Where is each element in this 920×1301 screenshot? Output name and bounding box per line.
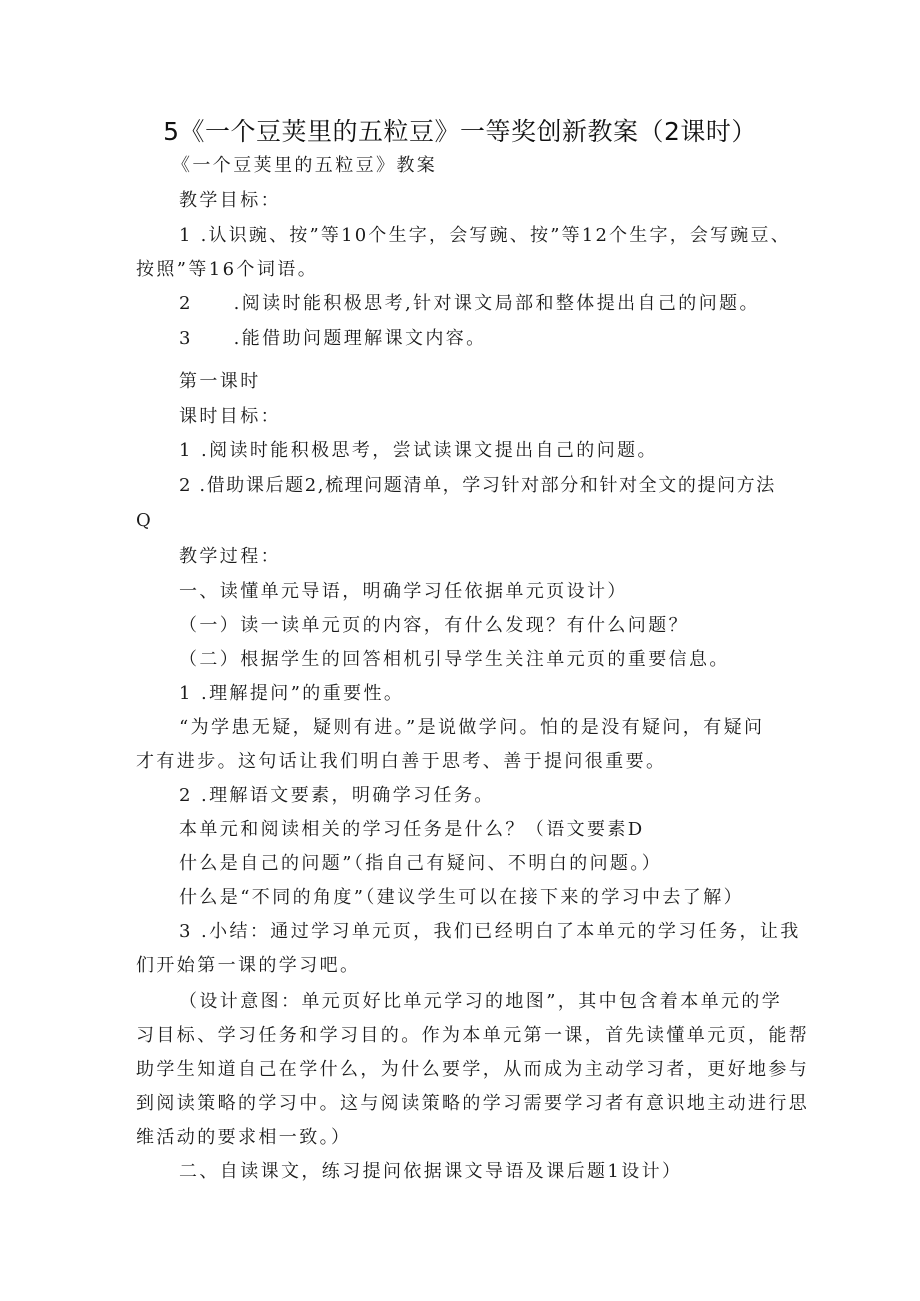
lesson-goal-2-line-1: 2 .借助课后题2,梳理问题清单，学习针对部分和针对全文的提问方法 (179, 475, 776, 496)
lesson-goal-2-line-2: Q (136, 510, 154, 531)
design-intent-line-2: 习目标、学习任务和学习目的。作为本单元第一课，首先读懂单元页，能帮 (136, 1025, 810, 1046)
question-2: 什么是自己的问题”（指自己有疑问、不明白的问题。） (179, 853, 663, 874)
design-intent-line-5: 维活动的要求相一致。） (136, 1127, 352, 1148)
process-heading: 教学过程： (179, 546, 281, 567)
design-intent-line-4: 到阅读策略的学习中。这与阅读策略的学习需要学习者有意识地主动进行思 (136, 1093, 810, 1114)
subtitle: 《一个豆荚里的五粒豆》教案 (172, 155, 438, 176)
goal-3: 3 .能借助问题理解课文内容。 (179, 328, 487, 349)
lesson-goal-1: 1 .阅读时能积极思考，尝试读课文提出自己的问题。 (179, 440, 658, 461)
goal-2: 2 .阅读时能积极思考,针对课文局部和整体提出自己的问题。 (179, 293, 760, 314)
point-1: 1 .理解提问”的重要性。 (179, 683, 405, 704)
point-3-line-2: 们开始第一课的学习吧。 (136, 955, 361, 976)
point-3-line-1: 3 .小结：通过学习单元页，我们已经明白了本单元的学习任务，让我 (179, 921, 801, 942)
question-3: 什么是“不同的角度”（建议学生可以在接下来的学习中去了解） (179, 887, 745, 908)
document-title: 5《一个豆荚里的五粒豆》一等奖创新教案（2课时） (163, 117, 757, 146)
point-2: 2 .理解语文要素，明确学习任务。 (179, 785, 495, 806)
lesson-goals-heading: 课时目标： (179, 406, 281, 427)
goals-heading: 教学目标： (179, 190, 281, 211)
quote-line-2: 才有进步。这句话让我们明白善于思考、善于提问很重要。 (136, 751, 667, 772)
design-intent-line-1: （设计意图：单元页好比单元学习的地图”，其中包含着本单元的学 (179, 991, 783, 1012)
step-1-sub-1: （一）读一读单元页的内容，有什么发现？有什么问题？ (179, 615, 689, 636)
step-2: 二、自读课文，练习提问依据课文导语及课后题1设计） (179, 1161, 683, 1182)
goal-1-line-1: 1 .认识豌、按”等10个生字，会写豌、按”等12个生字，会写豌豆、 (179, 225, 791, 246)
goal-1-line-2: 按照”等16个词语。 (136, 259, 319, 280)
step-1: 一、读懂单元导语，明确学习任依据单元页设计） (179, 581, 628, 602)
question-1: 本单元和阅读相关的学习任务是什么？（语文要素D (179, 819, 645, 840)
lesson-heading: 第一课时 (179, 371, 261, 392)
step-1-sub-2: （二）根据学生的回答相机引导学生关注单元页的重要信息。 (179, 649, 730, 670)
design-intent-line-3: 助学生知道自己在学什么，为什么要学，从而成为主动学习者，更好地参与 (136, 1059, 810, 1080)
quote-line-1: “为学患无疑，疑则有进。”是说做学问。怕的是没有疑问，有疑问 (179, 717, 765, 738)
